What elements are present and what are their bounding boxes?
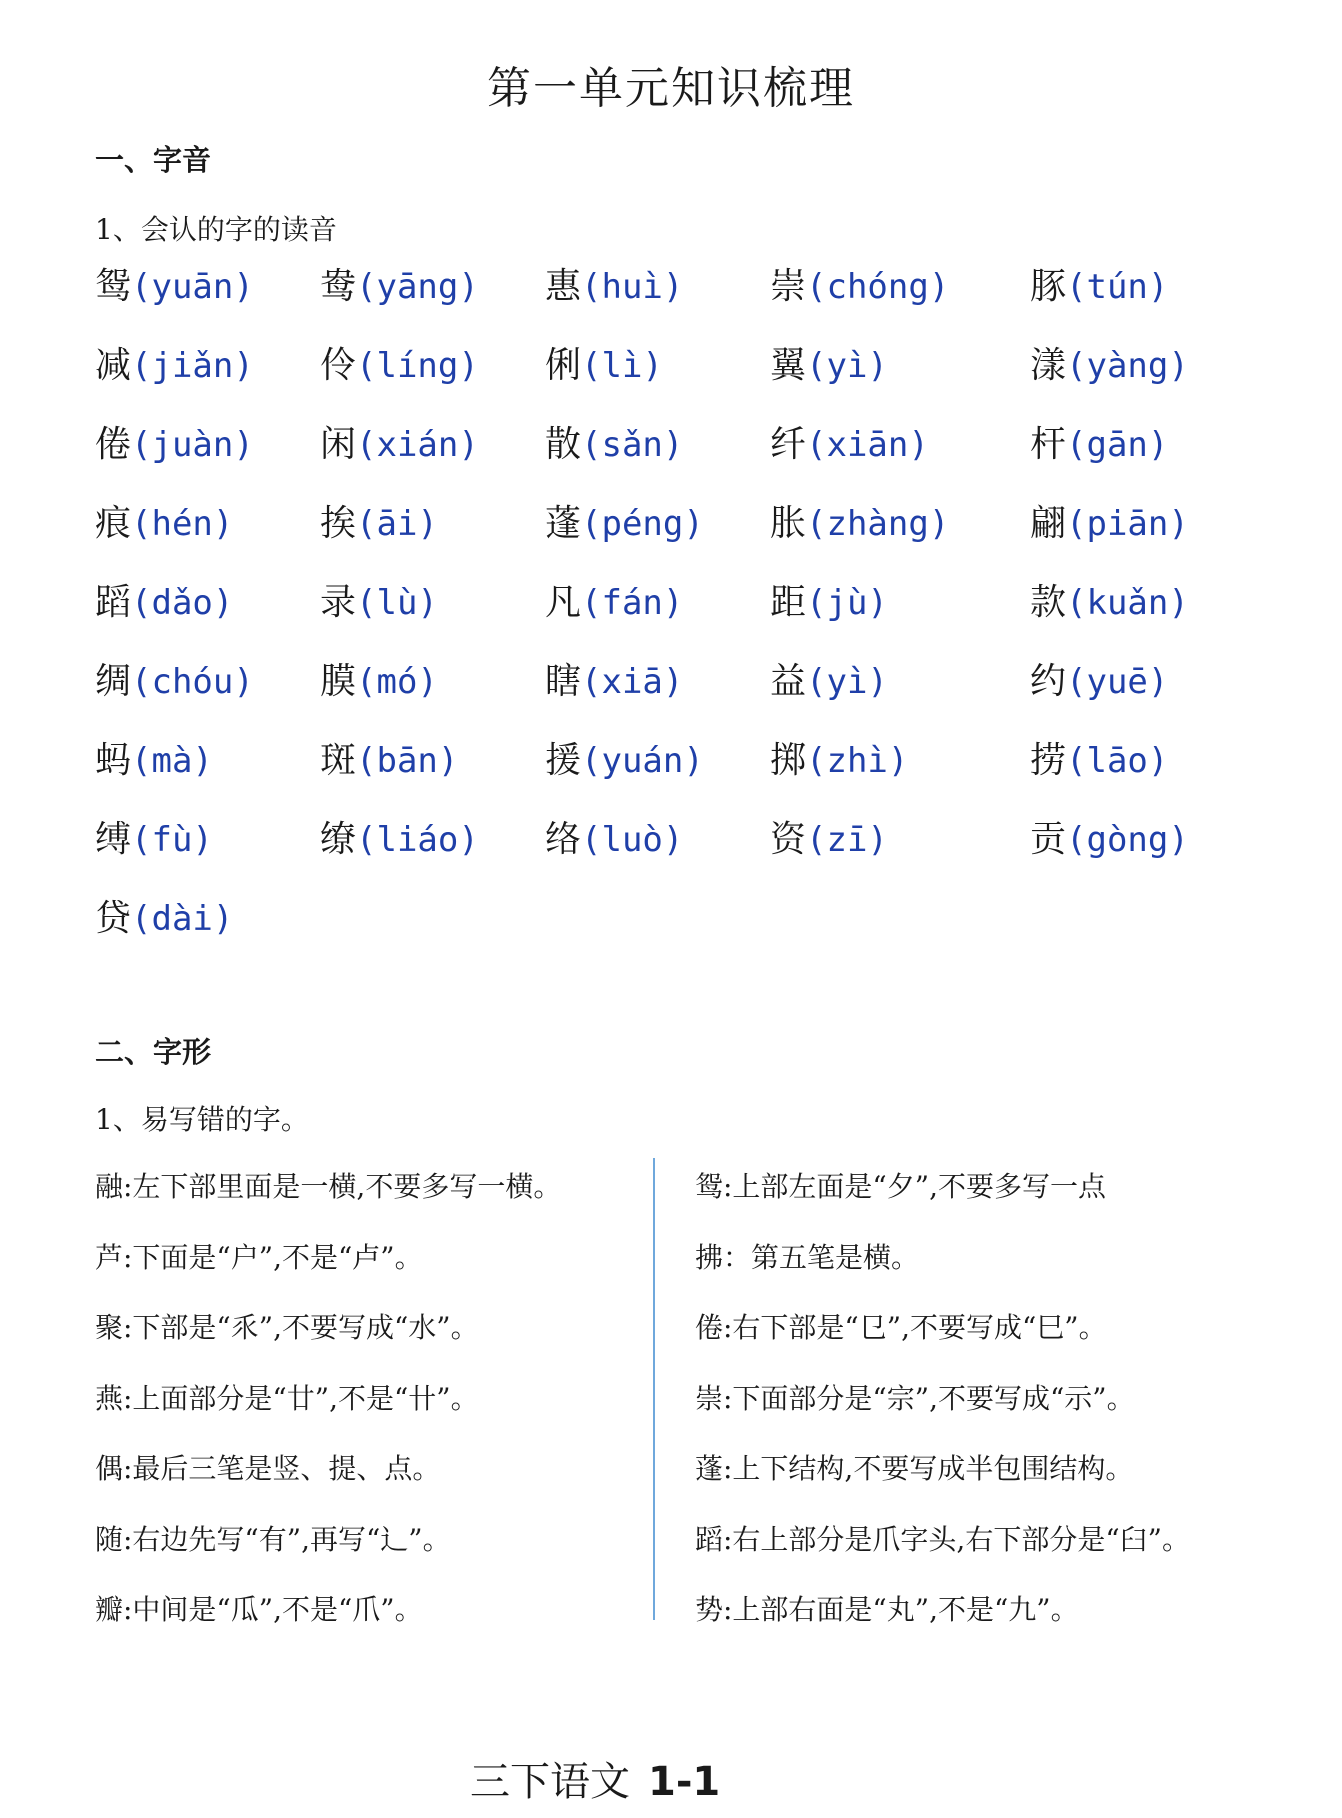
pinyin-entry — [1030, 653, 1168, 704]
pinyin-entry — [1030, 258, 1168, 309]
pinyin-reading: (bān) — [356, 741, 459, 781]
error-list-left — [95, 1165, 655, 1659]
pinyin-reading: (hén) — [131, 504, 234, 544]
error-note: 瓣:中间是“瓜”,不是“爪”。 — [95, 1593, 423, 1626]
hanzi-character: 资 — [770, 819, 807, 860]
error-note: 随:右边先写“有”,再写“辶”。 — [95, 1522, 451, 1556]
hanzi-character: 杆 — [1030, 424, 1067, 465]
hanzi-character: 翩 — [1030, 503, 1067, 544]
hanzi-character: 鸳 — [95, 266, 132, 307]
pinyin-reading: (sǎn) — [581, 425, 684, 465]
pinyin-entry — [1030, 337, 1189, 388]
pinyin-entry — [545, 732, 704, 783]
pinyin-reading: (péng) — [581, 504, 704, 544]
pinyin-row — [95, 416, 1255, 495]
pinyin-row — [95, 495, 1255, 574]
pinyin-reading: (yì) — [806, 346, 888, 386]
hanzi-character: 贡 — [1030, 819, 1067, 860]
pinyin-entry — [770, 258, 949, 309]
pinyin-reading: (mà) — [131, 741, 213, 781]
pinyin-reading: (zhàng) — [806, 504, 950, 544]
hanzi-character: 崇 — [770, 266, 807, 307]
column-divider — [653, 1158, 655, 1620]
hanzi-character: 捞 — [1030, 740, 1067, 781]
hanzi-character: 豚 — [1030, 266, 1067, 307]
pinyin-entry — [95, 258, 254, 309]
footer-text: 三下语文 — [470, 1759, 630, 1805]
pinyin-reading: (lāo) — [1066, 741, 1169, 781]
pinyin-reading: (lù) — [356, 583, 438, 623]
pinyin-entry — [770, 811, 888, 862]
error-note: 融:左下部里面是一横,不要多写一横。 — [95, 1170, 562, 1203]
pinyin-reading: (yuán) — [581, 741, 704, 781]
pinyin-entry — [95, 337, 254, 388]
hanzi-character: 缭 — [320, 819, 357, 860]
pinyin-entry — [320, 732, 458, 783]
error-note: 芦:下面是“户”,不是“卢”。 — [95, 1240, 423, 1274]
pinyin-entry — [1030, 416, 1168, 467]
pinyin-grid — [95, 258, 1255, 969]
pinyin-entry — [770, 574, 888, 625]
footer — [470, 1750, 720, 1807]
pinyin-reading: (gān) — [1066, 425, 1169, 465]
pinyin-row — [95, 732, 1255, 811]
hanzi-character: 络 — [545, 819, 582, 860]
pinyin-entry — [95, 416, 254, 467]
hanzi-character: 闲 — [320, 424, 357, 465]
pinyin-reading: (tún) — [1066, 267, 1169, 307]
pinyin-entry — [770, 495, 949, 546]
hanzi-character: 援 — [545, 740, 582, 781]
hanzi-character: 伶 — [320, 345, 357, 386]
pinyin-entry — [95, 732, 213, 783]
pinyin-entry — [1030, 811, 1189, 862]
subheading-pronunciation: 1、会认的字的读音 — [95, 213, 337, 246]
hanzi-character: 散 — [545, 424, 582, 465]
pinyin-entry — [320, 653, 438, 704]
error-note: 拂：第五笔是横。 — [695, 1240, 920, 1274]
section-heading-pronunciation: 一、字音 — [95, 143, 212, 177]
pinyin-reading: (yàng) — [1066, 346, 1189, 386]
hanzi-character: 录 — [320, 582, 357, 623]
pinyin-reading: (chóu) — [131, 662, 254, 702]
pinyin-entry — [770, 337, 888, 388]
pinyin-entry — [770, 416, 929, 467]
pinyin-row — [95, 890, 1255, 969]
pinyin-reading: (lì) — [581, 346, 663, 386]
pinyin-row — [95, 258, 1255, 337]
pinyin-entry — [545, 653, 683, 704]
hanzi-character: 挨 — [320, 503, 357, 544]
pinyin-entry — [545, 811, 683, 862]
hanzi-character: 斑 — [320, 740, 357, 781]
pinyin-reading: (zhì) — [806, 741, 909, 781]
hanzi-character: 漾 — [1030, 345, 1067, 386]
error-list-right — [695, 1165, 1315, 1659]
page-title: 第一单元知识梳理 — [487, 63, 855, 114]
pinyin-reading: (fù) — [131, 820, 213, 860]
error-note: 势:上部右面是“丸”,不是“九”。 — [695, 1593, 1079, 1626]
pinyin-entry — [95, 495, 233, 546]
pinyin-reading: (dǎo) — [131, 583, 234, 623]
pinyin-reading: (luò) — [581, 820, 684, 860]
pinyin-entry — [770, 653, 888, 704]
pinyin-entry — [320, 258, 479, 309]
hanzi-character: 距 — [770, 582, 807, 623]
page-number: 1-1 — [648, 1759, 721, 1805]
hanzi-character: 凡 — [545, 582, 582, 623]
pinyin-row — [95, 811, 1255, 890]
pinyin-reading: (juàn) — [131, 425, 254, 465]
pinyin-entry — [95, 811, 213, 862]
pinyin-row — [95, 337, 1255, 416]
pinyin-reading: (āi) — [356, 504, 438, 544]
pinyin-entry — [95, 574, 233, 625]
pinyin-reading: (dài) — [131, 899, 234, 939]
pinyin-entry — [770, 732, 908, 783]
pinyin-entry — [320, 811, 479, 862]
pinyin-reading: (jù) — [806, 583, 888, 623]
pinyin-entry — [320, 495, 438, 546]
error-note: 燕:上面部分是“廿”,不是“卄”。 — [95, 1381, 479, 1415]
hanzi-character: 蚂 — [95, 740, 132, 781]
hanzi-character: 益 — [770, 661, 807, 702]
pinyin-reading: (zī) — [806, 820, 888, 860]
pinyin-entry — [320, 416, 479, 467]
hanzi-character: 瞎 — [545, 661, 582, 702]
pinyin-reading: (yì) — [806, 662, 888, 702]
pinyin-reading: (liáo) — [356, 820, 479, 860]
error-note: 蹈:右上部分是爪字头,右下部分是“臼”。 — [695, 1522, 1190, 1556]
pinyin-reading: (xiā) — [581, 662, 684, 702]
hanzi-character: 缚 — [95, 819, 132, 860]
section-heading-glyph: 二、字形 — [95, 1035, 212, 1069]
pinyin-entry — [95, 653, 254, 704]
pinyin-reading: (chóng) — [806, 267, 950, 307]
pinyin-entry — [1030, 732, 1168, 783]
pinyin-reading: (yuē) — [1066, 662, 1169, 702]
hanzi-character: 掷 — [770, 740, 807, 781]
pinyin-entry — [95, 890, 233, 941]
hanzi-character: 蓬 — [545, 503, 582, 544]
hanzi-character: 绸 — [95, 661, 132, 702]
pinyin-reading: (kuǎn) — [1066, 583, 1189, 623]
hanzi-character: 贷 — [95, 898, 132, 939]
hanzi-character: 惠 — [545, 266, 582, 307]
pinyin-reading: (líng) — [356, 346, 479, 386]
hanzi-character: 倦 — [95, 424, 132, 465]
pinyin-entry — [1030, 574, 1189, 625]
hanzi-character: 鸯 — [320, 266, 357, 307]
error-note: 偶:最后三笔是竖、提、点。 — [95, 1452, 441, 1485]
error-note: 倦:右下部是“㔾”,不要写成“巳”。 — [695, 1311, 1107, 1344]
pinyin-entry — [545, 258, 683, 309]
hanzi-character: 俐 — [545, 345, 582, 386]
pinyin-row — [95, 574, 1255, 653]
pinyin-row — [95, 653, 1255, 732]
pinyin-reading: (mó) — [356, 662, 438, 702]
pinyin-entry — [1030, 495, 1189, 546]
pinyin-reading: (piān) — [1066, 504, 1189, 544]
pinyin-entry — [545, 416, 683, 467]
hanzi-character: 蹈 — [95, 582, 132, 623]
error-note: 鸳:上部左面是“夕”,不要多写一点 — [695, 1170, 1106, 1203]
pinyin-reading: (huì) — [581, 267, 684, 307]
pinyin-entry — [545, 495, 704, 546]
pinyin-reading: (yāng) — [356, 267, 479, 307]
error-note: 聚:下部是“乑”,不要写成“水”。 — [95, 1311, 479, 1344]
hanzi-character: 膜 — [320, 661, 357, 702]
subheading-glyph: 1、易写错的字。 — [95, 1103, 309, 1136]
pinyin-entry — [545, 574, 683, 625]
pinyin-entry — [320, 337, 479, 388]
hanzi-character: 胀 — [770, 503, 807, 544]
error-note: 崇:下面部分是“宗”,不要写成“示”。 — [695, 1381, 1135, 1415]
pinyin-entry — [320, 574, 438, 625]
hanzi-character: 纤 — [770, 424, 807, 465]
hanzi-character: 减 — [95, 345, 132, 386]
hanzi-character: 痕 — [95, 503, 132, 544]
pinyin-reading: (yuān) — [131, 267, 254, 307]
hanzi-character: 翼 — [770, 345, 807, 386]
pinyin-reading: (jiǎn) — [131, 346, 254, 386]
pinyin-reading: (fán) — [581, 583, 684, 623]
hanzi-character: 约 — [1030, 661, 1067, 702]
pinyin-reading: (xián) — [356, 425, 479, 465]
hanzi-character: 款 — [1030, 582, 1067, 623]
pinyin-reading: (gòng) — [1066, 820, 1189, 860]
pinyin-reading: (xiān) — [806, 425, 929, 465]
error-note: 蓬:上下结构,不要写成半包围结构。 — [695, 1452, 1134, 1485]
pinyin-entry — [545, 337, 663, 388]
